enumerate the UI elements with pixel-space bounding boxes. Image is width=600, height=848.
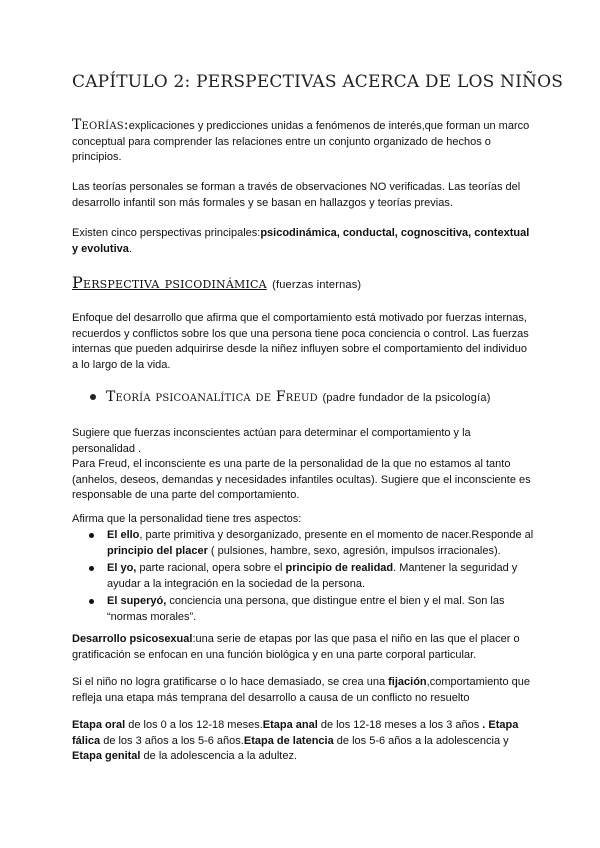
aspectos-list [72, 528, 534, 627]
teorias-text: explicaciones y predicciones unidas a fenómenos de interés,que forman un marco conceptual para comprender las relaciones entre un conjunto organizado de hechos o principios. [72, 120, 530, 163]
cinco-list: psicodinámica, conductal, cognoscitiva, contextual y evolutiva [72, 227, 530, 255]
bullet-dot [89, 566, 94, 571]
fijacion-text: Si el niño no logra gratificarse o lo hace demasiado, se crea una [72, 676, 389, 688]
etapa-text: de los 0 a los 12-18 meses. [125, 719, 263, 731]
etapas-paragraph [72, 718, 534, 765]
aspecto-text: , parte primitiva y desorganizado, presente en el momento de nacer.Responde al [139, 529, 534, 541]
afirma-paragraph: Afirma que la personalidad tiene tres aspectos: [72, 513, 302, 525]
etapa-genital: Etapa genital [72, 750, 141, 762]
bullet-dot [90, 394, 96, 400]
etapa-text: de los 5-6 años a la adolescencia y [333, 734, 509, 747]
etapa-oral: Etapa oral [72, 719, 126, 731]
aspecto-text: conciencia una persona, que distingue entre el bien y el mal. Son las “normas morales”. [107, 595, 505, 623]
aspecto-title: El yo, [107, 562, 137, 574]
etapa-anal: Etapa anal [262, 719, 318, 731]
freud-note: (padre fundador de la psicología) [322, 392, 491, 404]
list-item [72, 594, 534, 625]
aspecto-title: El ello [107, 529, 140, 541]
bullet-dot [89, 599, 94, 604]
freud-heading [90, 389, 491, 405]
section-heading-psicodinamica [72, 273, 361, 292]
aspecto-principle: principio del placer [107, 544, 208, 557]
fijacion-text-end: ,comportamiento que refleja una etapa más temprana del desarrollo a causa de un conflicto no resuelto [72, 676, 530, 704]
etapa-text: de los 3 años a los 5-6 años. [100, 734, 244, 747]
list-item [72, 561, 534, 592]
cinco-end: . [128, 242, 132, 255]
aspecto-text-end: . Mantener la seguridad y ayudar a la integración en la sociedad de la persona. [107, 562, 518, 590]
page-title: CAPÍTULO 2: PERSPECTIVAS ACERCA DE LOS NIÑOS [72, 72, 564, 92]
psicosexual-text: :una serie de etapas por las que pasa el niño en las que el placer o gratificación se enfocan en una función biológica y en una parte corporal particular. [72, 633, 520, 661]
teorias-paragraph [72, 118, 534, 166]
teorias-label: Teorías: [72, 117, 129, 133]
cinco-text: Existen cinco perspectivas principales: [72, 227, 261, 239]
fijacion-term: fijación [388, 676, 427, 688]
list-item [72, 528, 534, 559]
teorias-personales-paragraph: Las teorías personales se forman a través de observaciones NO verificadas. Las teorías del desarrollo infantil son más formales y se basan en hallazgos y teorías previas. [72, 181, 521, 209]
psicosexual-paragraph [72, 632, 534, 663]
cinco-perspectivas-paragraph [72, 226, 534, 257]
bullet-dot [89, 533, 94, 538]
etapa-text: de la adolescencia a la adultez. [140, 750, 298, 762]
aspecto-text: parte racional, opera sobre el [136, 562, 286, 574]
freud-title: Teoría psicoanalítica de Freud [106, 389, 318, 405]
etapa-latencia: Etapa de latencia [243, 734, 334, 747]
fijacion-paragraph [72, 675, 534, 706]
sugiere-paragraph: Sugiere que fuerzas inconscientes actúan para determinar el comportamiento y la personalidad . [72, 427, 471, 455]
etapa-falica: Etapa fálica [72, 719, 519, 747]
aspecto-text-end: ( pulsiones, hambre, sexo, agresión, impulsos irracionales). [207, 544, 501, 557]
aspecto-title: El superyó, [107, 595, 167, 607]
enfoque-paragraph: Enfoque del desarrollo que afirma que el comportamiento está motivado por fuerzas internas, recuerdos y conflictos sobre los que una persona tiene poca conciencia o control. Las fuerzas internas que pueden adquirirse desde la niñez influyen sobre el comportamiento del individuo a lo largo de la vida. [72, 312, 529, 371]
para-freud-paragraph: Para Freud, el inconsciente es una parte de la personalidad de la que no estamos al tanto (anhelos, deseos, demandas y necesidades infantiles ocultas). Sugiere que el inconsciente es responsable de una parte del comportamiento. [72, 458, 531, 501]
etapa-punct: . [482, 719, 486, 731]
psicosexual-term: Desarrollo psicosexual [72, 633, 193, 645]
aspecto-principle: principio de realidad [285, 562, 394, 574]
psicodinamica-note: (fuerzas internas) [272, 279, 362, 291]
psicodinamica-title: Perspectiva psicodinámica [72, 273, 267, 292]
etapa-text: de los 12-18 meses a los 3 años [317, 719, 483, 731]
